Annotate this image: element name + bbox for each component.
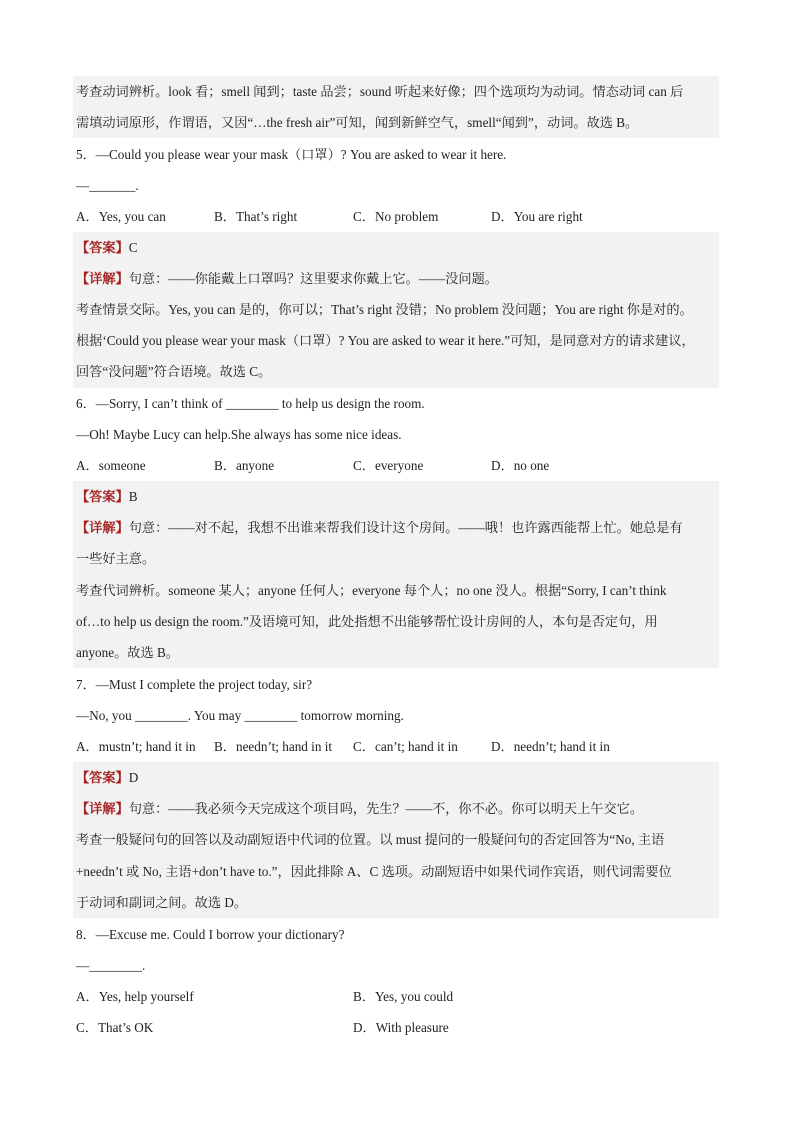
- detail-text: 句意：——你能戴上口罩吗？这里要求你戴上它。——没问题。: [128, 271, 498, 286]
- detail-line: 考查一般疑问句的回答以及动副短语中代词的位置。以 must 提问的一般疑问句的否定回答为“No, 主语: [76, 832, 665, 847]
- option-a: A．someone: [76, 458, 146, 473]
- option-a: A．Yes, help yourself: [76, 989, 194, 1004]
- detail-text: 句意：——我必须今天完成这个项目吗，先生？——不，你不必。你可以明天上午交它。: [128, 801, 644, 816]
- question-stem: 7．—Must I complete the project today, sir?: [76, 677, 313, 692]
- detail-line: 考查情景交际。Yes, you can 是的，你可以；That’s right 没错；No problem 没问题；You are right 你是对的。: [76, 302, 693, 317]
- answer-line: [76, 481, 138, 512]
- option-b: B．Yes, you could: [353, 989, 454, 1004]
- detail-line: of…to help us design the room.”及语境可知，此处指想不出能够帮忙设计房间的人，本句是否定句，用: [76, 614, 658, 629]
- answer-value: D: [128, 770, 139, 785]
- detail-line: [76, 263, 498, 294]
- question-reply: —No, you ________. You may ________ tomorrow morning.: [76, 708, 404, 723]
- option-d: D．You are right: [491, 209, 583, 224]
- detail-line: 回答“没问题”符合语境。故选 C。: [76, 364, 272, 379]
- option-d: D．no one: [491, 458, 550, 473]
- option-b: B．needn’t; hand in it: [214, 739, 333, 754]
- question-stem: 8．—Excuse me. Could I borrow your dictionary?: [76, 927, 345, 942]
- detail-line: 一些好主意。: [76, 551, 156, 566]
- answer-tag: 【答案】: [76, 770, 129, 785]
- detail-line: +needn’t 或 No, 主语+don’t have to.”，因此排除 A、C 选项。动副短语中如果代词作宾语，则代词需要位: [76, 864, 672, 879]
- option-d: D．needn’t; hand it in: [491, 739, 610, 754]
- option-a: A．Yes, you can: [76, 209, 166, 224]
- option-c: C．can’t; hand it in: [353, 739, 458, 754]
- explanation-line: 考查动词辨析。look 看；smell 闻到；taste 品尝；sound 听起来好像；四个选项均为动词。情态动词 can 后: [76, 84, 684, 99]
- option-d: D．With pleasure: [353, 1020, 449, 1035]
- detail-line: 根据‘Could you please wear your mask（口罩）? You are asked to wear it here.”可知，是同意对方的请求建议，: [76, 333, 695, 348]
- answer-line: [76, 232, 138, 263]
- answer-tag: 【答案】: [76, 489, 129, 504]
- option-c: C．No problem: [353, 209, 439, 224]
- explanation-line: 需填动词原形，作谓语，又因“…the fresh air”可知，闻到新鲜空气，smell“闻到”，动词。故选 B。: [76, 115, 639, 130]
- detail-line: 考查代词辨析。someone 某人；anyone 任何人；everyone 每个人；no one 没人。根据“Sorry, I can’t think: [76, 583, 667, 598]
- detail-tag: 【详解】: [76, 801, 129, 816]
- detail-tag: 【详解】: [76, 271, 129, 286]
- answer-value: B: [128, 489, 138, 504]
- answer-value: C: [128, 240, 138, 255]
- detail-line: [76, 512, 683, 543]
- question-stem: 5．—Could you please wear your mask（口罩）? You are asked to wear it here.: [76, 147, 507, 162]
- detail-text: 句意：——对不起，我想不出谁来帮我们设计这个房间。——哦！也许露西能帮上忙。她总是有: [128, 520, 683, 535]
- answer-tag: 【答案】: [76, 240, 129, 255]
- detail-line: 于动词和副词之间。故选 D。: [76, 895, 248, 910]
- detail-line: anyone。故选 B。: [76, 645, 179, 660]
- option-b: B．That’s right: [214, 209, 298, 224]
- detail-line: [76, 793, 643, 824]
- question-stem: 6．—Sorry, I can’t think of ________ to help us design the room.: [76, 396, 425, 411]
- question-reply: —________.: [76, 958, 146, 973]
- detail-tag: 【详解】: [76, 520, 129, 535]
- option-c: C．everyone: [353, 458, 424, 473]
- option-c: C．That’s OK: [76, 1020, 154, 1035]
- question-reply: —_______.: [76, 178, 139, 193]
- question-reply: —Oh! Maybe Lucy can help.She always has some nice ideas.: [76, 427, 402, 442]
- option-a: A．mustn’t; hand it in: [76, 739, 196, 754]
- option-b: B．anyone: [214, 458, 275, 473]
- answer-line: [76, 762, 138, 793]
